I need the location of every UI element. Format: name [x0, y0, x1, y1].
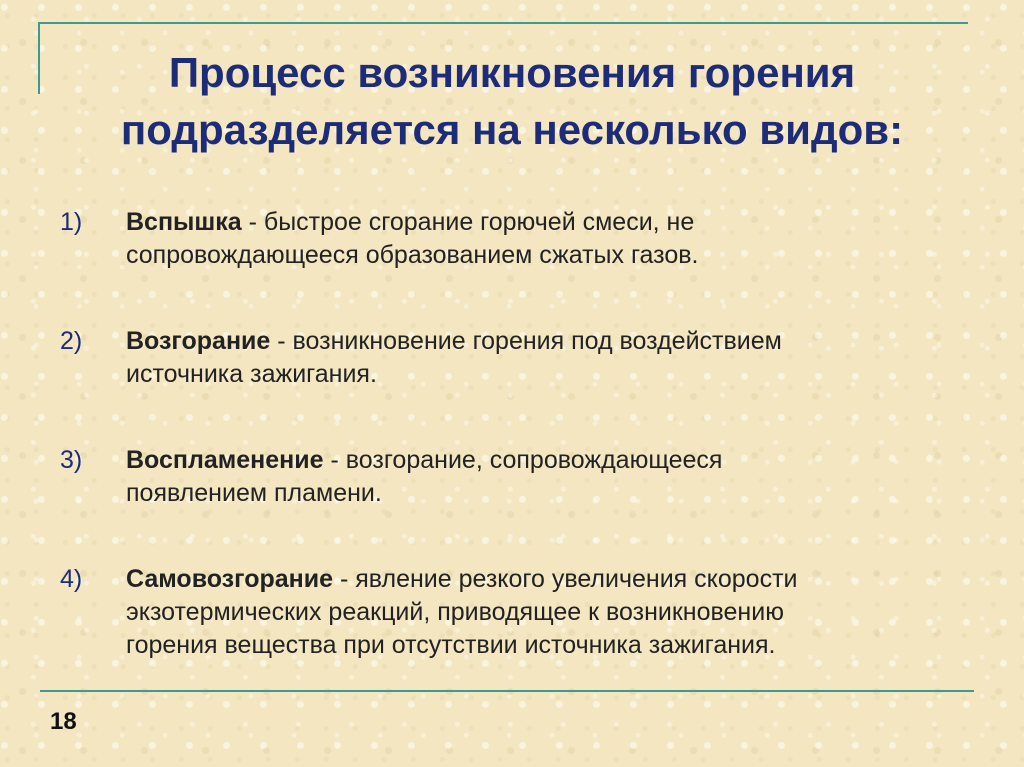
title-line-2: подразделяется на несколько видов: [120, 106, 904, 153]
list-item-flash [60, 206, 960, 272]
term-flash: Вспышка [126, 208, 242, 236]
list-item-self-ignition [60, 563, 960, 662]
term-inflammation: Воспламенение [126, 446, 324, 474]
list-item-ignition [60, 325, 960, 391]
page-number: 18 [50, 708, 77, 735]
definition-line-1: - явление резкого увеличения скорости [333, 565, 798, 593]
definition-line-1: - возгорание, сопровождающееся [323, 446, 723, 474]
definition-line-1: - возникновение горения под воздействием [270, 327, 782, 355]
list-item-number: 2) [60, 327, 83, 355]
list-item-number: 3) [60, 446, 83, 474]
list-item-number: 1) [60, 208, 83, 236]
definition-line-2: экзотермических реакций, приводящее к возникновению [126, 598, 784, 626]
title-line-1: Процесс возникновения горения [168, 49, 856, 96]
term-self-ignition: Самовозгорание [126, 565, 334, 593]
term-ignition: Возгорание [126, 327, 271, 355]
definition-line-1: - быстрое сгорание горючей смеси, не [241, 208, 695, 236]
bottom-divider-line [40, 690, 974, 692]
combustion-types-list [60, 206, 960, 662]
definition-line-2: источника зажигания. [126, 360, 377, 388]
top-divider-line [38, 22, 968, 24]
definition-line-2: появлением пламени. [126, 479, 382, 507]
list-item-number: 4) [60, 565, 83, 593]
definition-line-2: сопровождающееся образованием сжатых газов. [126, 241, 699, 269]
slide-title [40, 44, 984, 158]
definition-line-3: горения вещества при отсутствии источника зажигания. [126, 631, 776, 659]
list-item-inflammation [60, 444, 960, 510]
